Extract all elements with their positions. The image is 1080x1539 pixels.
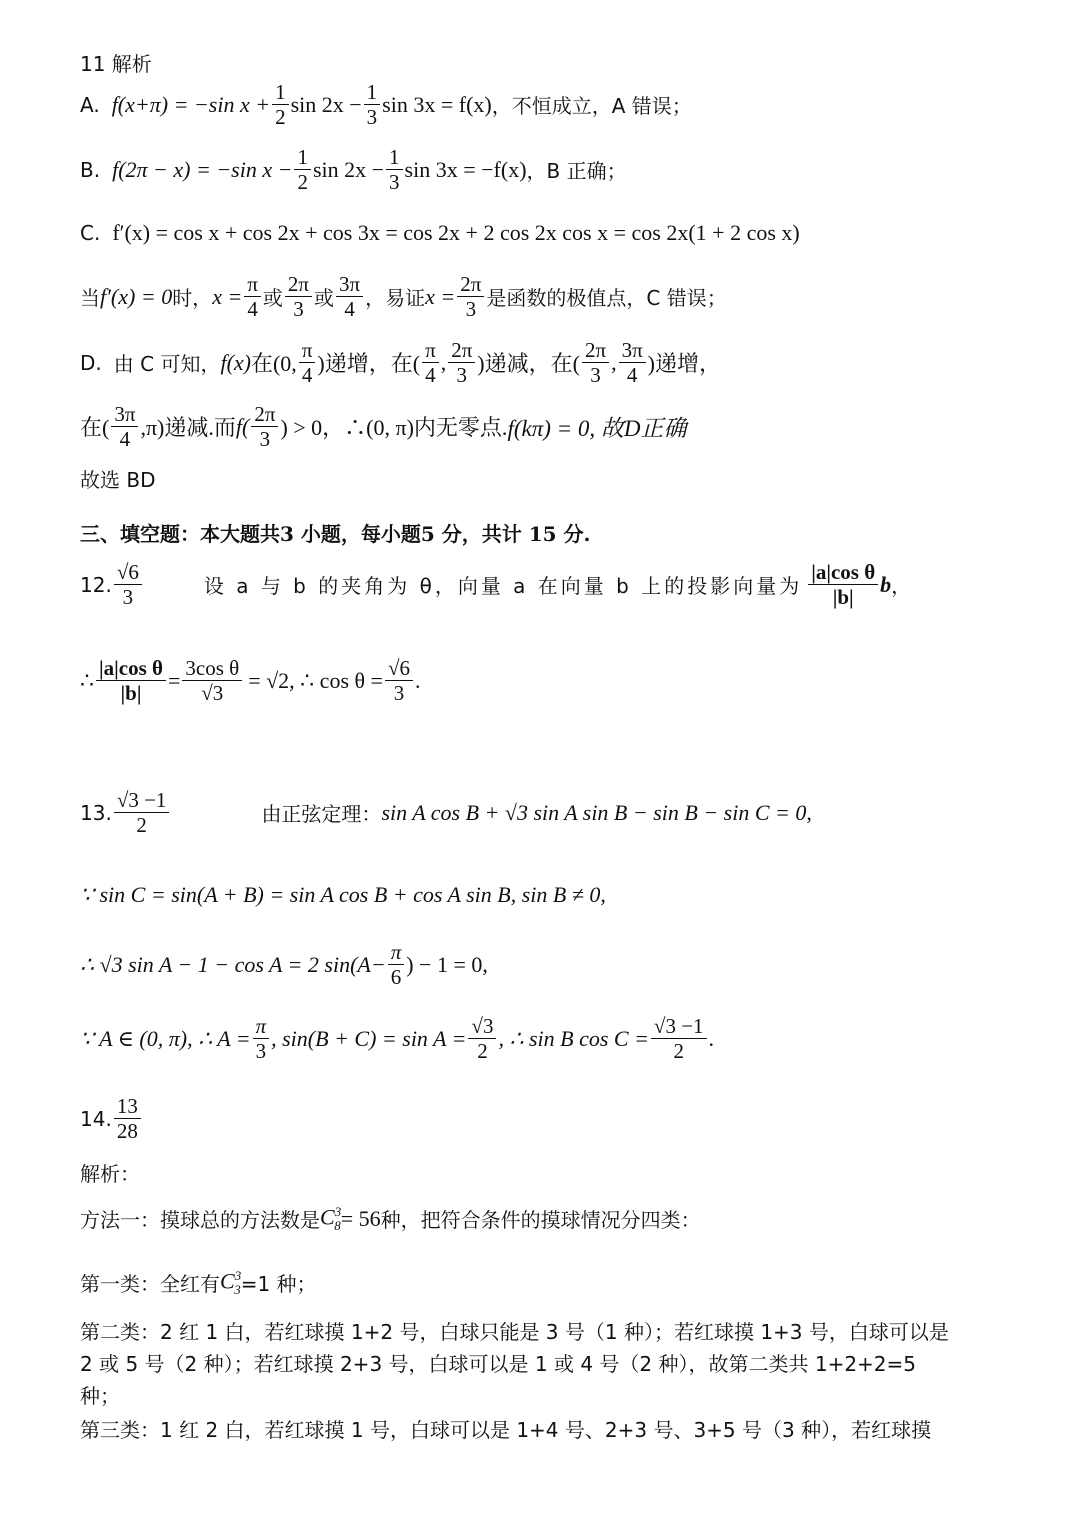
section-heading: 三、填空题：本大题共3 小题，每小题5 分，共计 15 分. [80,522,591,546]
question-number: 12. [80,572,112,597]
math: . [708,1025,715,1051]
math: x = [212,283,243,309]
math: f( [235,413,250,439]
q14-class-two: 第二类：2 红 1 白，若红球摸 1+2 号，白球只能是 3 号（1 种）；若红球摸 1+3 号，白球可以是 2 或 5 号（2 种）；若红球摸 2+3 号，白球可以是 1 或 4 号（2 种），故第二类共 1+2+2=5 种； [80,1320,949,1408]
text: 在(0, [250,351,297,377]
fraction: $\frac{1}{3}$ [386,145,403,194]
question-number: 14. [80,1106,112,1131]
q13-line-4 [80,1014,714,1063]
fraction: $\frac{\pi}{4}$ [299,338,316,387]
fraction: $\frac{√3 -1}{2}$ [651,1014,707,1063]
fraction: $\frac{2\pi}{3}$ [251,402,278,451]
text: ,π)递减.而 [140,415,236,441]
fraction: $\frac{3\pi}{4}$ [111,402,138,451]
text: 由正弦定理： [261,802,382,827]
q11-option-a [80,80,692,129]
q11-option-c [80,220,800,246]
q11-option-b [80,145,627,194]
fraction: $\frac{3\pi}{4}$ [336,272,363,321]
fraction: $\frac{1}{2}$ [294,145,311,194]
q11-answer: 故选 BD [80,468,156,492]
math: f(x+π) = −sin x + [111,91,271,117]
text: 时， [172,286,213,311]
q14-method-one [80,1204,701,1234]
q11-when-line [80,272,727,321]
q14-class-three: 第三类：1 红 2 白，若红球摸 1 号，白球可以是 1+4 号、2+3 号、3+5 号（3 种），若红球摸 [80,1418,932,1442]
fraction: $\frac{2\pi}{3}$ [448,338,475,387]
text: )递增， [647,351,721,377]
math: = 56 [340,1205,381,1231]
math: , ∴ sin B cos C = [498,1025,649,1051]
math: f(kπ) = 0, 故D正确 [507,416,687,442]
math: f′(x) = cos x + cos 2x + cos 3x = cos 2x + 2 cos 2x cos x = cos 2x(1 + 2 cos x) [112,220,800,245]
fraction: $\frac{1}{3}$ [364,80,381,129]
answer-fraction: $\frac{√3 -1}{2}$ [114,788,170,837]
math: sin 3x = −f(x) [404,156,527,182]
fraction: $\frac{1}{2}$ [272,80,289,129]
q12-line-2 [80,656,420,705]
q11-option-d [80,338,721,387]
math: ∴ [80,667,94,693]
text: , [611,349,617,375]
text: 种，把符合条件的摸球情况分四类： [380,1208,701,1233]
answer-fraction: $\frac{√6}{3}$ [114,560,142,609]
q14-analysis-label: 解析： [80,1162,140,1186]
text: , [440,349,447,375]
text: =1 种； [240,1272,317,1297]
fraction: $\frac{\pi}{6}$ [388,940,405,989]
text: ，B 正确； [526,159,627,184]
math: f(2π − x) = −sin x − [112,156,293,182]
text: 设 a 与 b 的夹角为 θ，向量 a 在向量 b 上的投影向量为 [203,574,803,599]
fraction: $\frac{\pi}{3}$ [253,1014,270,1063]
math: = [167,667,181,693]
math: sin A cos B + √3 sin A sin B − sin B − sin C = 0, [381,799,812,825]
q14-class-one [80,1268,317,1298]
math: = √2, ∴ cos θ = [248,667,383,693]
fraction: $\frac{3\pi}{4}$ [619,338,646,387]
q13-line-3 [80,940,488,989]
math: x = [425,283,456,309]
text: 第一类：全红有 [80,1272,220,1297]
text: 或 [314,286,335,311]
fraction: $\frac{√3}{2}$ [468,1014,496,1063]
math: sin 2x − [290,91,362,117]
fraction: $\frac{\pi}{4}$ [244,272,261,321]
option-label: A. [80,92,100,117]
option-label: D. [80,350,102,375]
text: 或 [262,286,283,311]
text: 方法一：摸球总的方法数是 [80,1208,320,1233]
fraction: $\frac{\text{|a|cos θ}}{|b|}$ [96,656,166,705]
fraction: $\frac{\pi}{4}$ [422,338,439,387]
text: ， [891,574,912,599]
math: f(x) [220,349,251,375]
math: b [880,571,892,597]
fraction: $\frac{2\pi}{3}$ [285,272,312,321]
math: , sin(B + C) = sin A = [271,1025,467,1051]
text: )递增，在( [317,351,421,377]
q13-line [80,788,812,837]
text: 在( [80,415,110,441]
q11-title: 11 解析 [80,52,152,76]
combination-symbol: $C^3_8$ [320,1204,342,1233]
option-label: B. [80,157,101,182]
text: ，不恒成立，A 错误； [491,94,692,119]
text: ) > 0，∴(0, π)内无零点. [280,415,508,441]
math: ∵ A ∈ (0, π), ∴ A = [80,1025,251,1051]
math: f′(x) = 0 [100,283,173,309]
text: )递减，在( [477,351,580,377]
combination-symbol: $C^3_3$ [220,1268,242,1297]
text: ，易证 [365,286,426,311]
q14-line [80,1094,143,1143]
fraction: $\frac{\text{|a|cos θ}}{|b|}$ [808,560,878,609]
fraction: $\frac{2\pi}{3}$ [582,338,609,387]
math: ) − 1 = 0, [406,951,488,977]
q13-line-2: ∵ sin C = sin(A + B) = sin A cos B + cos A sin B, sin B ≠ 0, [80,882,606,907]
math: sin 2x − [312,156,385,182]
answer-fraction: $\frac{13}{28}$ [114,1094,141,1143]
q11-option-d-cont [80,402,687,451]
fraction: $\frac{2\pi}{3}$ [457,272,484,321]
text: 是函数的极值点，C 错误； [486,286,727,311]
text: 当 [80,286,100,311]
text: 由 C 可知， [113,352,221,377]
math: sin 3x = f(x) [382,91,492,117]
fraction: $\frac{\text{3cos θ}}{√3}$ [182,656,242,705]
math: ∴ √3 sin A − 1 − cos A = 2 sin(A− [80,951,386,977]
option-label: C. [80,221,101,245]
question-number: 13. [80,800,112,825]
fraction: $\frac{√6}{3}$ [385,656,413,705]
q12-line [80,560,911,609]
math: . [414,667,421,693]
